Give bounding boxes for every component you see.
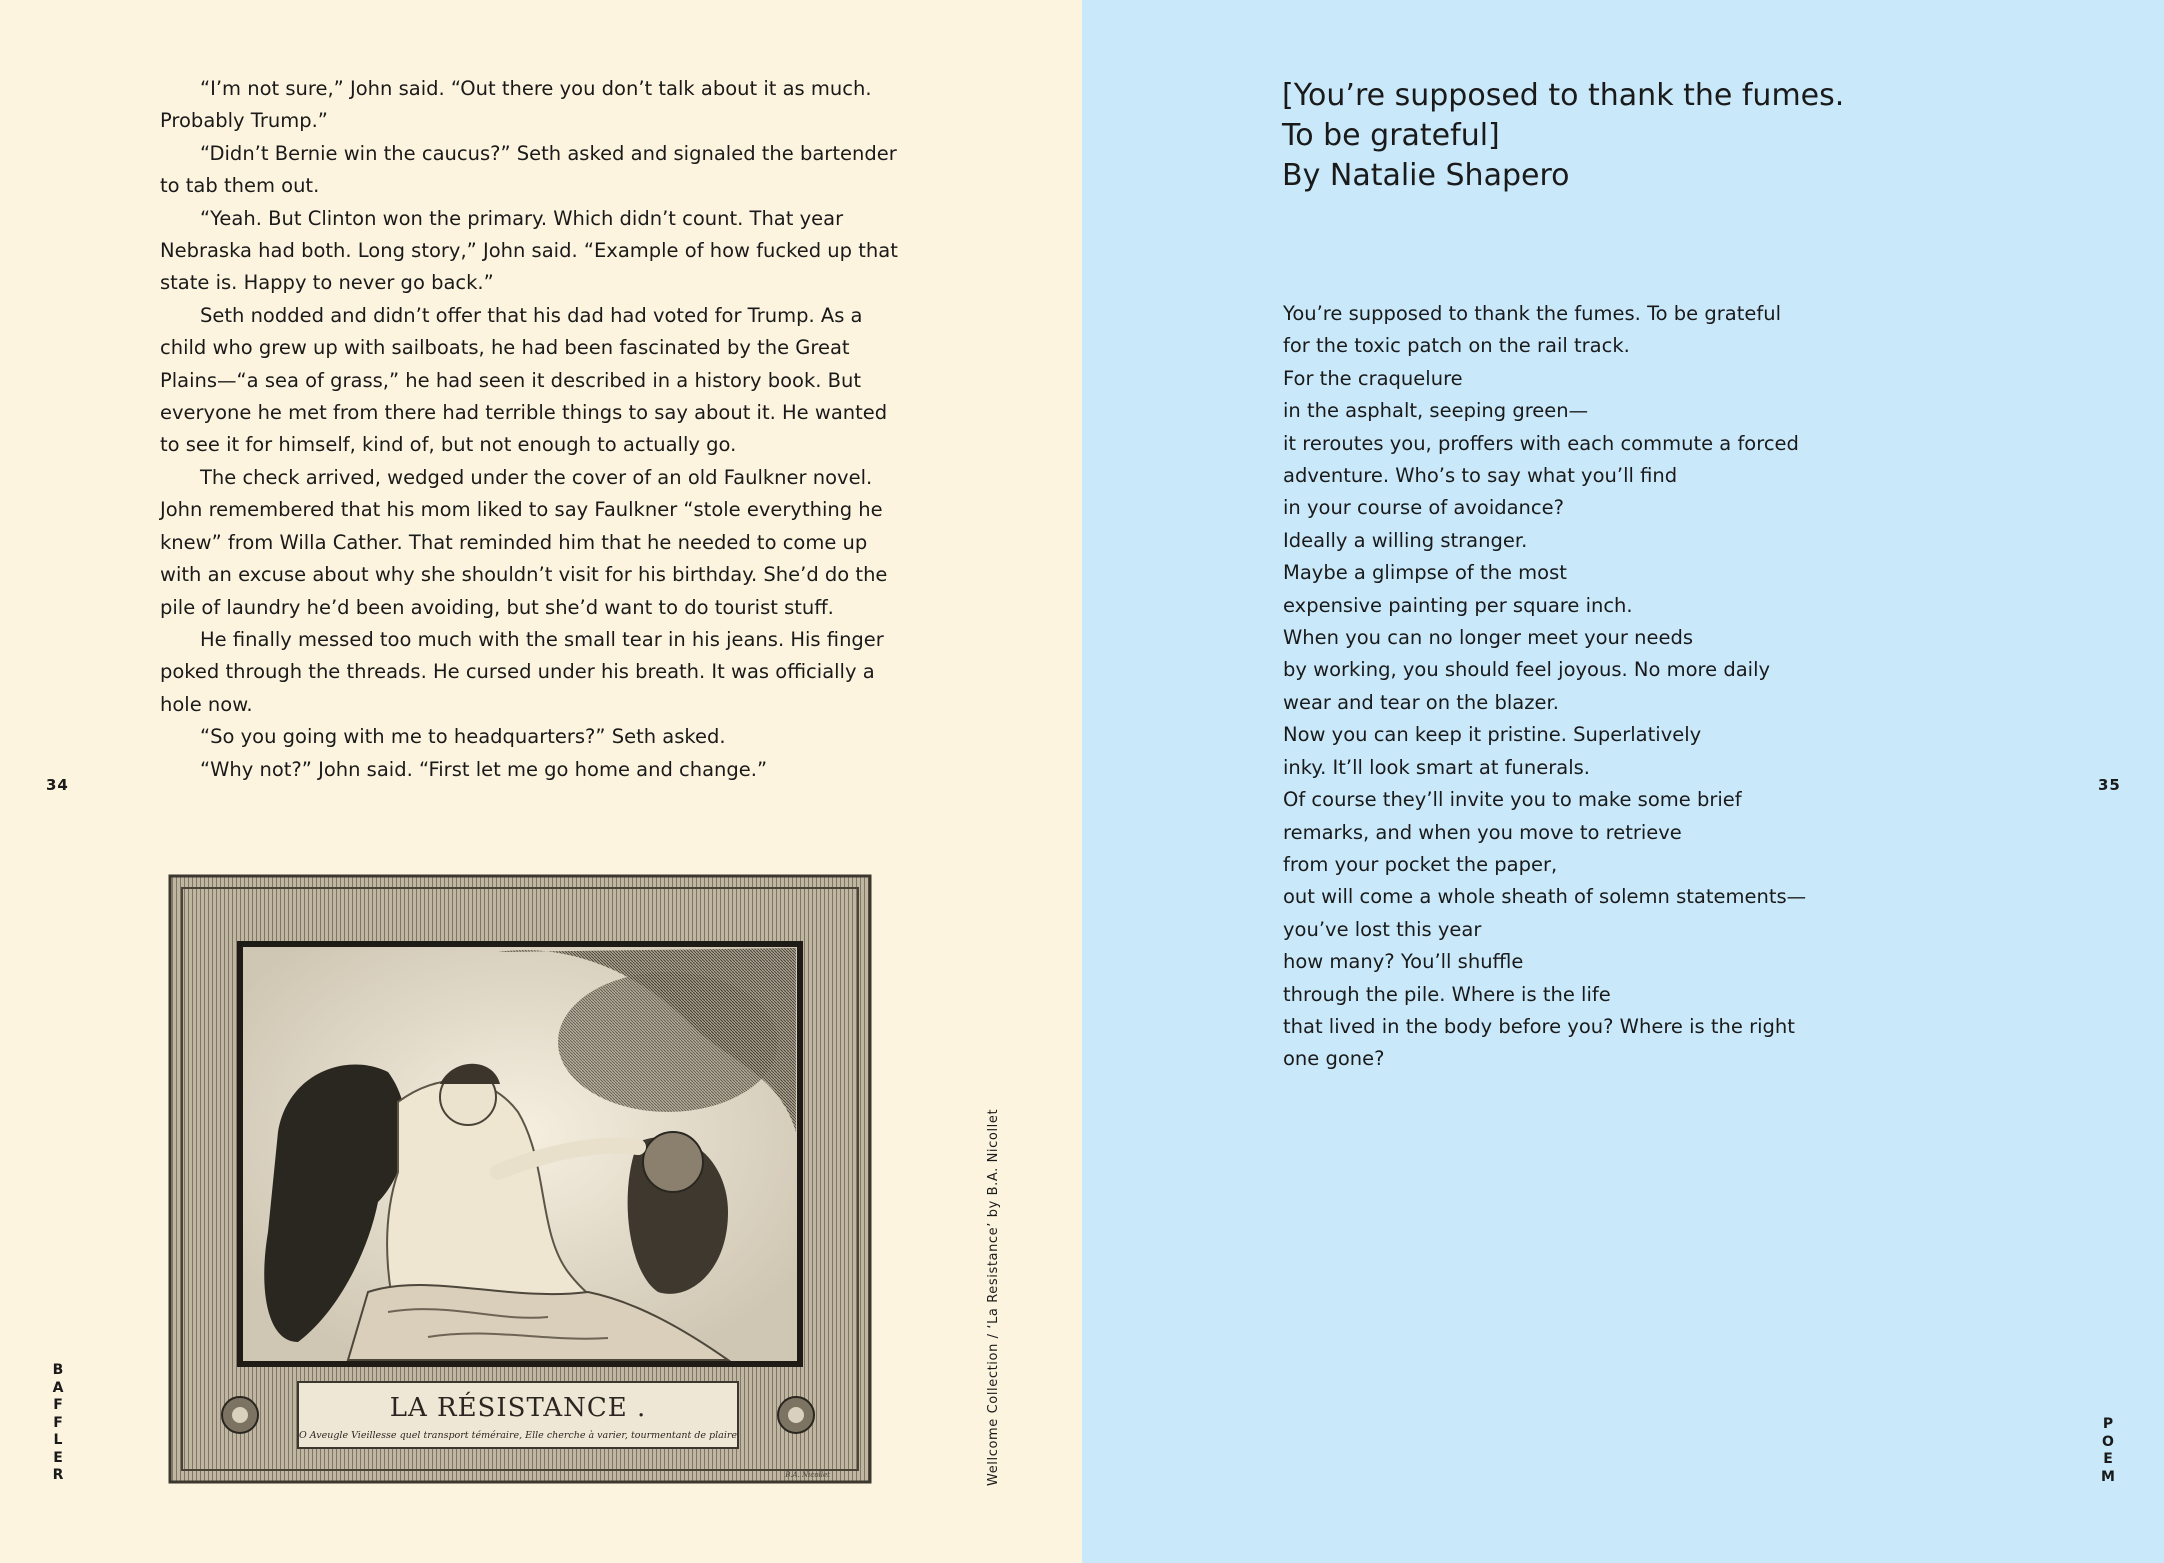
title-line: To be grateful]	[1282, 118, 1500, 153]
poem-title	[1282, 76, 1922, 196]
poem-line: in your course of avoidance?	[1283, 496, 1564, 520]
paragraph: He finally messed too much with the small tear in his jeans. His finger poked through the threads. He cursed under his breath. It was officially a hole now.	[160, 627, 884, 716]
page-number-left: 34	[46, 776, 69, 794]
poem-line: When you can no longer meet your needs	[1283, 626, 1694, 650]
poem-line: Maybe a glimpse of the most	[1283, 561, 1567, 585]
poem-line: for the toxic patch on the rail track.	[1283, 334, 1630, 358]
paragraph: “Why not?” John said. “First let me go home and change.”	[200, 757, 768, 781]
paragraph: “Yeah. But Clinton won the primary. Which didn’t count. That year Nebraska had both. Long story,” John said. “Example of how fucked up that state is. Happy to never go back.”	[160, 206, 898, 295]
author-byline: By Natalie Shapero	[1282, 158, 1570, 193]
poem-line: you’ve lost this year	[1283, 917, 1482, 941]
paragraph: “So you going with me to headquarters?” Seth asked.	[200, 725, 726, 749]
poem-line: out will come a whole sheath of solemn statements—	[1283, 885, 1807, 909]
poem-line: from your pocket the paper,	[1283, 852, 1558, 876]
title-line: [You’re supposed to thank the fumes.	[1282, 78, 1845, 113]
poem-line: remarks, and when you move to retrieve	[1283, 820, 1682, 844]
poem-line: expensive painting per square inch.	[1283, 593, 1633, 617]
poem-line: by working, you should feel joyous. No more daily	[1283, 658, 1771, 682]
poem-line: Ideally a willing stranger.	[1283, 528, 1528, 552]
story-text	[160, 73, 900, 786]
poem-line: Now you can keep it pristine. Superlatively	[1283, 723, 1702, 747]
section-label: P O E M	[2101, 1416, 2115, 1485]
poem-text	[1283, 298, 1923, 1076]
paragraph: “I’m not sure,” John said. “Out there you don’t talk about it as much. Probably Trump.”	[160, 77, 872, 133]
paragraph: “Didn’t Bernie win the caucus?” Seth asked and signaled the bartender to tab them out.	[160, 141, 897, 198]
engraver-signature: B.A. Nicollet	[785, 1471, 830, 1479]
poem-line: inky. It’ll look smart at funerals.	[1283, 755, 1591, 779]
poem-line: wear and tear on the blazer.	[1283, 690, 1559, 714]
page-number-right: 35	[2098, 776, 2121, 794]
poem-line: how many? You’ll shuffle	[1283, 950, 1524, 974]
poem-line: adventure. Who’s to say what you’ll find	[1283, 464, 1678, 488]
poem-line: Of course they’ll invite you to make some brief	[1283, 788, 1742, 812]
poem-line: through the pile. Where is the life	[1283, 982, 1611, 1006]
poem-line: one gone?	[1283, 1047, 1385, 1071]
engraving-illustration	[168, 872, 888, 1500]
plaque-caption: O Aveugle Vieillesse quel transport téméraire, Elle cherche à varier, tourmentant de plaire	[298, 1430, 738, 1441]
paragraph: Seth nodded and didn’t offer that his dad had voted for Trump. As a child who grew up with sailboats, he had been fascinated by the Great Plains—“a sea of grass,” he had seen it described in a history book. But everyone he met from there had terrible things to say about it. He wanted to see it for himself, kind of, but not enough to actually go.	[160, 303, 888, 457]
poem-line: that lived in the body before you? Where is the right	[1283, 1014, 1795, 1038]
paragraph: The check arrived, wedged under the cover of an old Faulkner novel. John remembered that his mom liked to say Faulkner “stole everything he knew” from Willa Cather. That reminded him that he needed to come up with an excuse about why she shouldn’t visit for his birthday. She’d do the pile of laundry he’d been avoiding, but she’d want to do tourist stuff.	[160, 465, 888, 619]
poem-line: You’re supposed to thank the fumes. To be grateful	[1283, 302, 1782, 325]
plaque-title: LA RÉSISTANCE .	[389, 1393, 647, 1423]
poem-line: For the craquelure	[1283, 366, 1463, 390]
image-credit: Wellcome Collection / ‘La Resistance’ by B.A. Nicollet	[986, 1108, 1001, 1486]
running-head: B A F F L E R	[52, 1362, 64, 1483]
poem-line: in the asphalt, seeping green—	[1283, 399, 1589, 423]
poem-line: it reroutes you, proffers with each commute a forced	[1283, 431, 1799, 455]
